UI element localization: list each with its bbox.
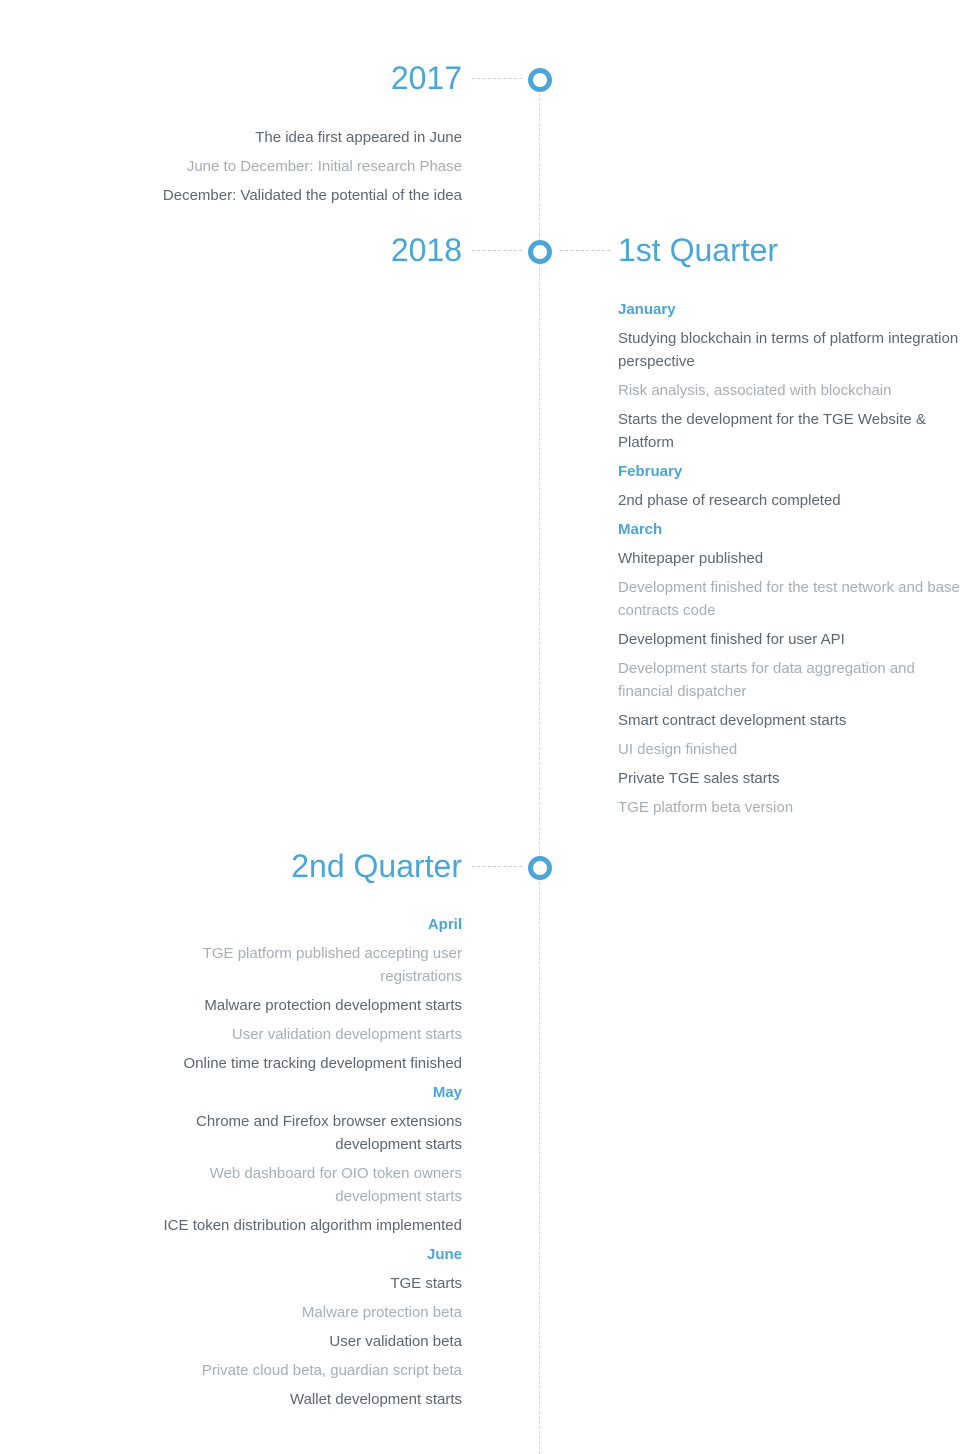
q2-heading: 2nd Quarter xyxy=(291,848,462,884)
timeline-axis xyxy=(539,78,540,1454)
timeline-item: ICE token distribution algorithm implemented xyxy=(163,1217,462,1234)
connector-2018-left xyxy=(472,250,522,251)
month-april: April xyxy=(427,916,462,933)
connector-2018-right xyxy=(560,250,610,251)
timeline-item: Online time tracking development finished xyxy=(183,1055,462,1072)
timeline-item: Development starts for data aggregation and financial dispatcher xyxy=(618,660,915,700)
connector-q2 xyxy=(472,866,522,867)
q1-items xyxy=(618,298,964,825)
timeline-item: Private TGE sales starts xyxy=(618,770,780,787)
timeline-node-2017 xyxy=(528,68,552,92)
timeline-item: Development finished for user API xyxy=(618,631,845,648)
q1-heading: 1st Quarter xyxy=(618,232,779,268)
timeline-item: TGE starts xyxy=(390,1275,462,1292)
timeline-node-q2 xyxy=(528,856,552,880)
timeline-item: Studying blockchain in terms of platform integration perspective xyxy=(618,330,959,370)
timeline-item: 2nd phase of research completed xyxy=(618,492,841,509)
timeline-item: TGE platform published accepting user registrations xyxy=(202,945,462,985)
timeline-item: June to December: Initial research Phase xyxy=(186,158,462,175)
year-2017-heading: 2017 xyxy=(390,60,462,96)
timeline-node-2018 xyxy=(528,240,552,264)
timeline-item: TGE platform beta version xyxy=(618,799,794,816)
timeline-item: UI design finished xyxy=(618,741,738,758)
timeline-item: Whitepaper published xyxy=(618,550,764,567)
timeline-item: User validation beta xyxy=(329,1333,462,1350)
timeline-item: Malware protection beta xyxy=(301,1304,462,1321)
year-2018-heading: 2018 xyxy=(390,232,462,268)
month-june: June xyxy=(426,1246,462,1263)
timeline-item: Risk analysis, associated with blockchain xyxy=(618,382,892,399)
month-may: May xyxy=(432,1084,462,1101)
timeline-item: Starts the development for the TGE Website & Platform xyxy=(618,411,926,451)
q2-items xyxy=(152,913,462,1417)
timeline-item: The idea first appeared in June xyxy=(255,129,462,146)
timeline-item: Smart contract development starts xyxy=(618,712,847,729)
year-2017-items xyxy=(163,126,462,213)
timeline-item: Chrome and Firefox browser extensions development starts xyxy=(196,1113,462,1153)
timeline-item: Web dashboard for OIO token owners development starts xyxy=(209,1165,462,1205)
timeline-item: Development finished for the test network and base contracts code xyxy=(618,579,960,619)
timeline-item: Malware protection development starts xyxy=(204,997,462,1014)
month-january: January xyxy=(618,301,676,318)
timeline-item: Wallet development starts xyxy=(289,1391,462,1408)
connector-2017 xyxy=(472,78,522,79)
timeline-item: Private cloud beta, guardian script beta xyxy=(201,1362,462,1379)
month-february: February xyxy=(618,463,683,480)
month-march: March xyxy=(618,521,663,538)
timeline-item: User validation development starts xyxy=(231,1026,462,1043)
timeline-item: December: Validated the potential of the idea xyxy=(162,187,462,204)
